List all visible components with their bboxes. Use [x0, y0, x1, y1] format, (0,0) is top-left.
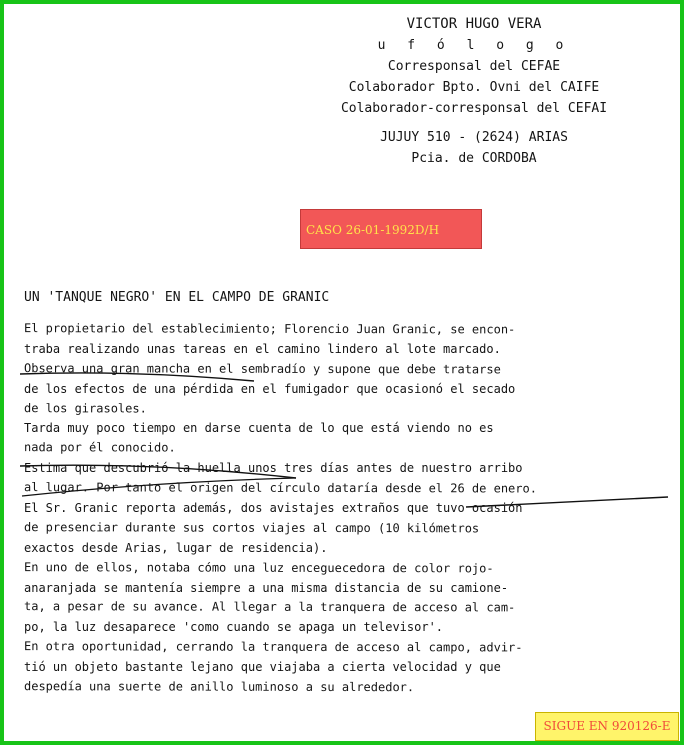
- body-line: En uno de ellos, notaba cómo una luz enceguecedora de color rojo-: [23, 559, 494, 576]
- body-line: tió un objeto bastante lejano que viajaba a cierta velocidad y que: [24, 660, 501, 675]
- case-id-badge: CASO 26-01-1992D/H: [300, 209, 482, 249]
- letterhead-line-3: Colaborador-corresponsal del CEFAI: [340, 101, 608, 116]
- body-line: nada por él conocido.: [23, 440, 176, 455]
- body-line: anaranjada se mantenía siempre a una misma distancia de su camione-: [24, 580, 509, 595]
- body-line: Tarda muy poco tiempo en darse cuenta de lo que está viendo no es: [24, 421, 494, 436]
- body-line: al lugar. Por tanto el origen del círculo dataría desde el 26 de enero.: [23, 480, 537, 496]
- document-body: [24, 320, 664, 698]
- body-line: ta, a pesar de su avance. Al llegar a la tranquera de acceso al cam-: [23, 599, 516, 615]
- continued-badge: SIGUE EN 920126-E: [535, 712, 679, 741]
- body-line: despedía una suerte de anillo luminoso a su alrededor.: [23, 679, 415, 695]
- body-line: Observa una gran mancha en el sembradío y supone que debe tratarse: [23, 360, 501, 377]
- author-name: VICTOR HUGO VERA: [406, 16, 542, 32]
- body-line: traba realizando unas tareas en el camino lindero al lote marcado.: [24, 341, 501, 356]
- letterhead-line-2: Colaborador Bpto. Ovni del CAIFE: [348, 80, 600, 95]
- address-line-1: JUJUY 510 - (2624) ARIAS: [380, 130, 568, 145]
- body-line: po, la luz desaparece 'como cuando se apaga un televisor'.: [24, 620, 444, 635]
- letterhead: [304, 14, 644, 169]
- address-line-2: Pcia. de CORDOBA: [411, 151, 537, 166]
- body-line: de los girasoles.: [23, 400, 147, 416]
- body-line: de los efectos de una pérdida en el fumigador que ocasionó el secado: [24, 381, 516, 396]
- letterhead-line-1: Corresponsal del CEFAE: [387, 59, 561, 74]
- body-line: exactos desde Arias, lugar de residencia).: [24, 540, 328, 555]
- document-title: UN 'TANQUE NEGRO' EN EL CAMPO DE GRANIC: [24, 290, 330, 305]
- body-line: El propietario del establecimiento; Florencio Juan Granic, se encon-: [23, 321, 516, 337]
- body-line: Estima que descubrió la huella unos tres días antes de nuestro arribo: [24, 461, 523, 476]
- author-role: u f ó l o g o: [377, 38, 571, 53]
- body-line: de presenciar durante sus cortos viajes al campo (10 kilómetros: [23, 520, 480, 536]
- body-line: En otra oportunidad, cerrando la tranquera de acceso al campo, advir-: [23, 639, 523, 655]
- body-line: El Sr. Granic reporta además, dos avistajes extraños que tuvo ocasión: [24, 501, 523, 516]
